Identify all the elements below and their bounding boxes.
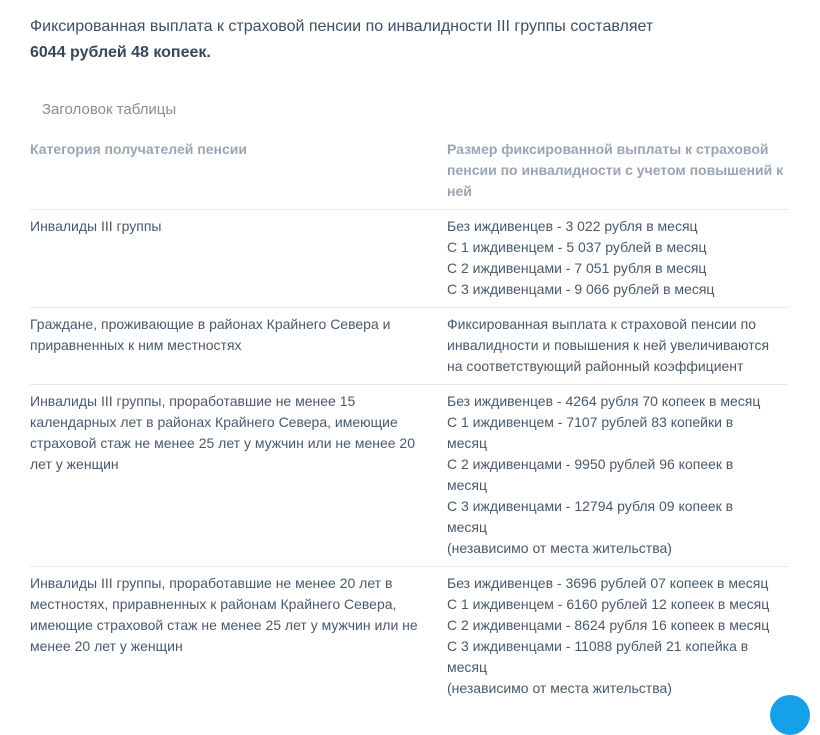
amount-line: С 1 иждивенцем - 6160 рублей 12 копеек в месяц: [447, 596, 770, 612]
amount-cell: [447, 308, 788, 384]
amount-line: (независимо от места жительства): [447, 680, 672, 696]
category-cell: [30, 308, 447, 384]
intro-amount: 6044 рублей 48 копеек.: [30, 44, 211, 61]
table-row: [30, 209, 788, 307]
column-header-amount-line: пенсии по инвалидности с учетом повышений к: [447, 162, 784, 178]
category-line: местностях, приравненных к районам Крайнего Севера,: [30, 596, 397, 612]
category-line: страховой стаж не менее 25 лет у мужчин или не менее 20: [30, 435, 416, 451]
category-line: менее 20 лет у женщин: [30, 638, 183, 654]
amount-cell: [447, 385, 788, 566]
amount-line: месяц: [447, 659, 488, 675]
amount-line: С 3 иждивенцами - 9 066 рублей в месяц: [447, 281, 715, 297]
column-header-category-label: Категория получателей пенсии: [30, 141, 247, 157]
table-header-row: [30, 139, 788, 209]
amount-line: месяц: [447, 519, 488, 535]
amount-line: месяц: [447, 435, 488, 451]
table-body: [30, 209, 788, 706]
amount-line: месяц: [447, 477, 488, 493]
amount-line: С 2 иждивенцами - 7 051 рубля в месяц: [447, 260, 707, 276]
amount-line: Без иждивенцев - 3696 рублей 07 копеек в месяц: [447, 575, 769, 591]
category-line: календарных лет в районах Крайнего Севера, имеющие: [30, 414, 398, 430]
amount-line: Без иждивенцев - 3 022 рубля в месяц: [447, 218, 698, 234]
table-caption: Заголовок таблицы: [42, 101, 177, 118]
amount-cell: [447, 210, 788, 307]
amount-line: С 1 иждивенцем - 5 037 рублей в месяц: [447, 239, 707, 255]
chat-button[interactable]: [770, 695, 810, 735]
amount-cell: [447, 567, 788, 706]
category-line: имеющие страховой стаж не менее 25 лет у мужчин или не: [30, 617, 418, 633]
amount-line: С 3 иждивенцами - 11088 рублей 21 копейка в: [447, 638, 749, 654]
category-line: Инвалиды III группы: [30, 218, 162, 234]
amount-line: (независимо от места жительства): [447, 540, 672, 556]
intro-line-1: Фиксированная выплата к страховой пенсии по инвалидности III группы составляет: [30, 18, 654, 35]
amount-line: С 2 иждивенцами - 8624 рубля 16 копеек в месяц: [447, 617, 770, 633]
category-line: Инвалиды III группы, проработавшие не менее 15: [30, 393, 356, 409]
column-header-amount-line: Размер фиксированной выплаты к страховой: [447, 141, 769, 157]
column-header-amount-line: ней: [447, 183, 472, 199]
amount-line: Без иждивенцев - 4264 рубля 70 копеек в месяц: [447, 393, 761, 409]
page-title: [30, 14, 788, 66]
amount-line: С 3 иждивенцами - 12794 рубля 09 копеек в: [447, 498, 734, 514]
table-row: [30, 384, 788, 566]
amount-line: Фиксированная выплата к страховой пенсии по: [447, 316, 756, 332]
category-line: лет у женщин: [30, 456, 119, 472]
table-row: [30, 307, 788, 384]
category-line: приравненных к ним местностях: [30, 337, 242, 353]
column-header-category: [30, 139, 447, 209]
category-cell: [30, 385, 447, 566]
column-header-amount: [447, 139, 788, 209]
category-line: Инвалиды III группы, проработавшие не менее 20 лет в: [30, 575, 393, 591]
amount-line: С 1 иждивенцем - 7107 рублей 83 копейки в: [447, 414, 734, 430]
category-cell: [30, 210, 447, 307]
amount-line: инвалидности и повышения к ней увеличиваются: [447, 337, 770, 353]
amount-line: С 2 иждивенцами - 9950 рублей 96 копеек в: [447, 456, 734, 472]
amount-line: на соответствующий районный коэффициент: [447, 358, 744, 374]
pension-table: [30, 139, 788, 706]
table-row: [30, 566, 788, 706]
category-line: Граждане, проживающие в районах Крайнего Севера и: [30, 316, 391, 332]
category-cell: [30, 567, 447, 706]
